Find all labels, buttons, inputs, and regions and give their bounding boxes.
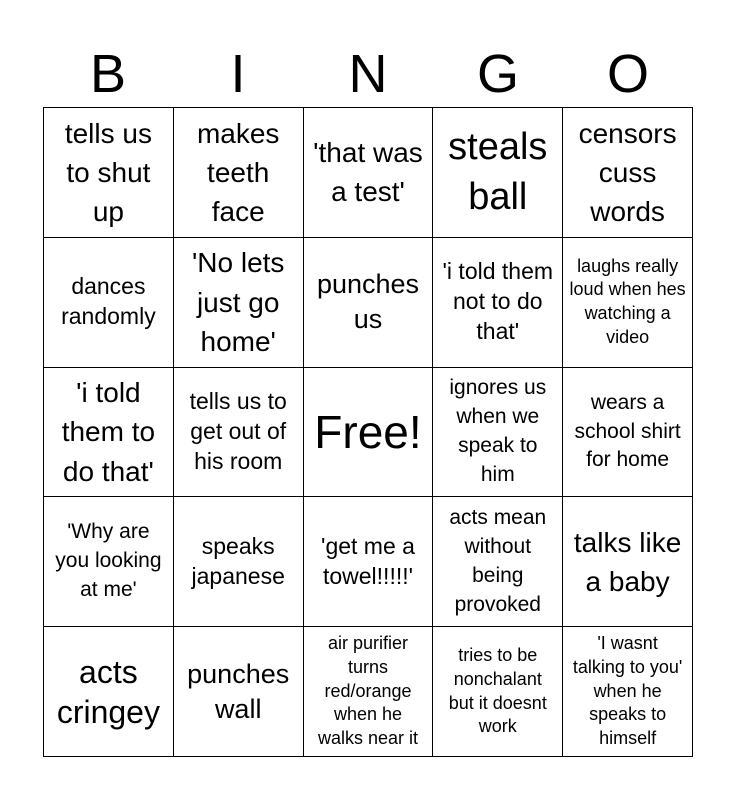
bingo-cell[interactable]: 'that was a test' — [304, 108, 434, 238]
bingo-cell[interactable]: 'Why are you looking at me' — [44, 497, 174, 627]
bingo-board — [43, 107, 693, 757]
bingo-cell[interactable]: air purifier turns red/orange when he walks near it — [304, 627, 434, 757]
bingo-header — [43, 40, 693, 108]
bingo-cell[interactable]: tries to be nonchalant but it doesnt work — [433, 627, 563, 757]
bingo-cell[interactable]: wears a school shirt for home — [563, 368, 693, 498]
bingo-cell[interactable]: 'i told them not to do that' — [433, 238, 563, 368]
free-space-cell[interactable]: Free! — [304, 368, 434, 498]
bingo-cell[interactable]: tells us to get out of his room — [174, 368, 304, 498]
bingo-cell[interactable]: punches wall — [174, 627, 304, 757]
bingo-cell[interactable]: dances randomly — [44, 238, 174, 368]
bingo-cell[interactable]: acts cringey — [44, 627, 174, 757]
bingo-cell[interactable]: speaks japanese — [174, 497, 304, 627]
bingo-cell[interactable]: makes teeth face — [174, 108, 304, 238]
bingo-cell[interactable]: 'i told them to do that' — [44, 368, 174, 498]
header-letter-i: I — [230, 44, 246, 104]
bingo-cell[interactable]: laughs really loud when hes watching a video — [563, 238, 693, 368]
header-letter-b: B — [89, 44, 127, 104]
header-letter-n: N — [348, 44, 388, 104]
header-letter-o: O — [606, 44, 649, 104]
bingo-cell[interactable]: 'No lets just go home' — [174, 238, 304, 368]
bingo-cell[interactable]: acts mean without being provoked — [433, 497, 563, 627]
bingo-cell[interactable]: 'get me a towel!!!!!' — [304, 497, 434, 627]
bingo-cell[interactable]: censors cuss words — [563, 108, 693, 238]
header-letter-g: G — [476, 44, 519, 104]
bingo-cell[interactable]: ignores us when we speak to him — [433, 368, 563, 498]
bingo-cell[interactable]: steals ball — [433, 108, 563, 238]
bingo-cell[interactable]: talks like a baby — [563, 497, 693, 627]
bingo-cell[interactable]: tells us to shut up — [44, 108, 174, 238]
bingo-cell[interactable]: punches us — [304, 238, 434, 368]
bingo-cell[interactable]: 'I wasnt talking to you' when he speaks to himself — [563, 627, 693, 757]
